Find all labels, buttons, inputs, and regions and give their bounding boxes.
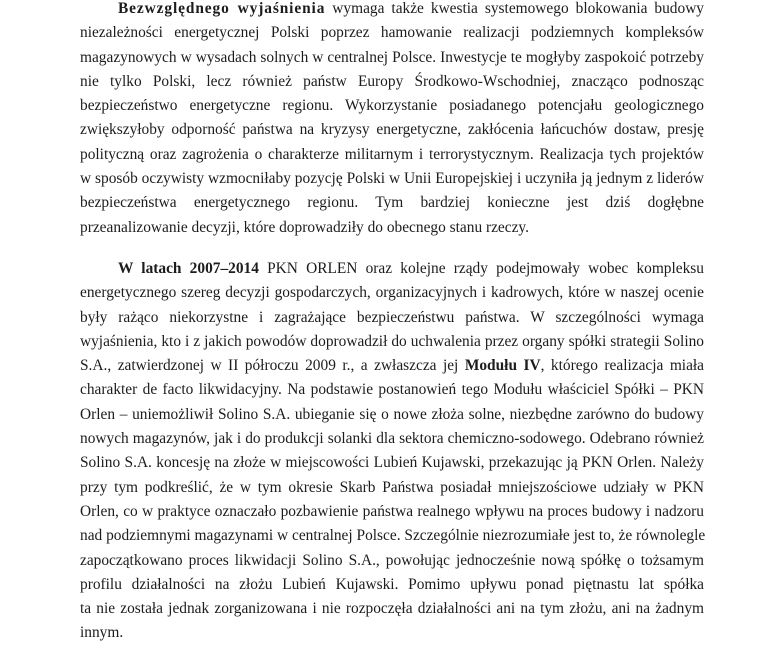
text-line: niezależności energetycznej Polski poprzez hamowanie realizacji podziemnych kompleksów	[80, 24, 704, 42]
text-line: przeanalizowanie decyzji, które doprowadziły do obecnego stanu rzeczy.	[80, 218, 529, 236]
text-line	[80, 354, 704, 378]
text-fragment: PKN ORLEN oraz kolejne rządy podejmowały wobec kompleksu	[258, 259, 704, 277]
text-line: nad podziemnymi magazynami w centralnej Polsce. Szczególnie niezrozumiałe jest to, że równolegle	[80, 527, 706, 545]
paragraph-1	[80, 0, 704, 240]
text-line: Solino S.A. koncesję na złoże w miejscowości Lubień Kujawski, przekazując ją PKN Orlen. Należy	[80, 454, 704, 472]
text-line: zapoczątkowano proces likwidacji Solino S.A., powołując jednocześnie nową spółkę o tożsamym	[80, 551, 704, 569]
bold-term: Modułu IV	[464, 357, 541, 375]
text-line: zwiększyłoby odporność państwa na kryzysy energetyczne, zakłócenia łańcuchów dostaw, presję	[80, 121, 704, 139]
text-fragment: S.A., zatwierdzonej w II półroczu 2009 r., a zwłaszcza jej	[80, 357, 459, 375]
text-line: były rażąco niekorzystne i zagrażające bezpieczeństwu państwa. W szczególności wymaga	[80, 308, 704, 326]
text-line: energetycznego szereg decyzji gospodarczych, organizacyjnych i kadrowych, które w naszej ocenie	[80, 284, 704, 302]
text-line: wyjaśnienia, kto i z jakich powodów doprowadził do uchwalenia przez organy spółki strategii Solino	[80, 332, 704, 350]
text-line: ta nie została jednak zorganizowana i nie rozpoczęła działalności ani na tym złożu, ani na żadnym	[80, 600, 704, 618]
text-line: bezpieczeństwo energetyczne regionu. Wykorzystanie posiadanego potencjału geologicznego	[80, 97, 704, 115]
text-line: Orlen – uniemożliwił Solino S.A. ubieganie się o nowe złoża solne, niezbędne zarówno do budowy	[80, 405, 704, 423]
paragraph-2	[80, 257, 704, 646]
text-line: bezpieczeństwa energetycznego regionu. Tym bardziej konieczne jest dziś dogłębne	[80, 194, 704, 212]
text-line	[80, 257, 704, 281]
text-fragment: wymaga także kwestia systemowego blokowania budowy	[325, 0, 705, 17]
bold-lead-phrase: Bezwzględnego wyjaśnienia	[118, 0, 326, 17]
bold-lead-phrase: W latach 2007–2014	[118, 259, 259, 277]
text-line: innym.	[80, 624, 124, 642]
text-line: nie tylko Polski, lecz również państw Europy Środkowo-Wschodniej, znacząco podnosząc	[80, 72, 704, 90]
text-line: magazynowych w wysadach solnych w centralnej Polsce. Inwestycje te mogłyby zaspokoić potrzeby	[80, 48, 704, 66]
text-line: profilu działalności na złożu Lubień Kujawski. Pomimo upływu ponad piętnastu lat spółka	[80, 575, 704, 593]
text-line: Orlen, co w praktyce oznaczało pozbawienie państwa realnego wpływu na proces budowy i nadzoru	[80, 502, 704, 520]
text-line: w sposób oczywisty wzmocniłaby pozycję Polski w Unii Europejskiej i uczyniła ją jednym z liderów	[80, 170, 704, 188]
document-page	[80, 0, 704, 646]
text-line: polityczną oraz zagrożenia o charakterze militarnym i terrorystycznym. Realizacja tych projektów	[80, 145, 704, 163]
text-line	[80, 0, 704, 21]
text-fragment: , którego realizacja miała	[540, 357, 705, 375]
text-line: nowych magazynów, jak i do produkcji solanki dla sektora chemiczno-sodowego. Odebrano również	[80, 430, 704, 448]
text-line: charakter de facto likwidacyjny. Na podstawie postanowień tego Modułu właściciel Spółki – PKN	[80, 381, 704, 399]
text-line: przy tym podkreślić, że w tym okresie Skarb Państwa posiadał mniejszościowe udziały w PKN	[80, 478, 704, 496]
